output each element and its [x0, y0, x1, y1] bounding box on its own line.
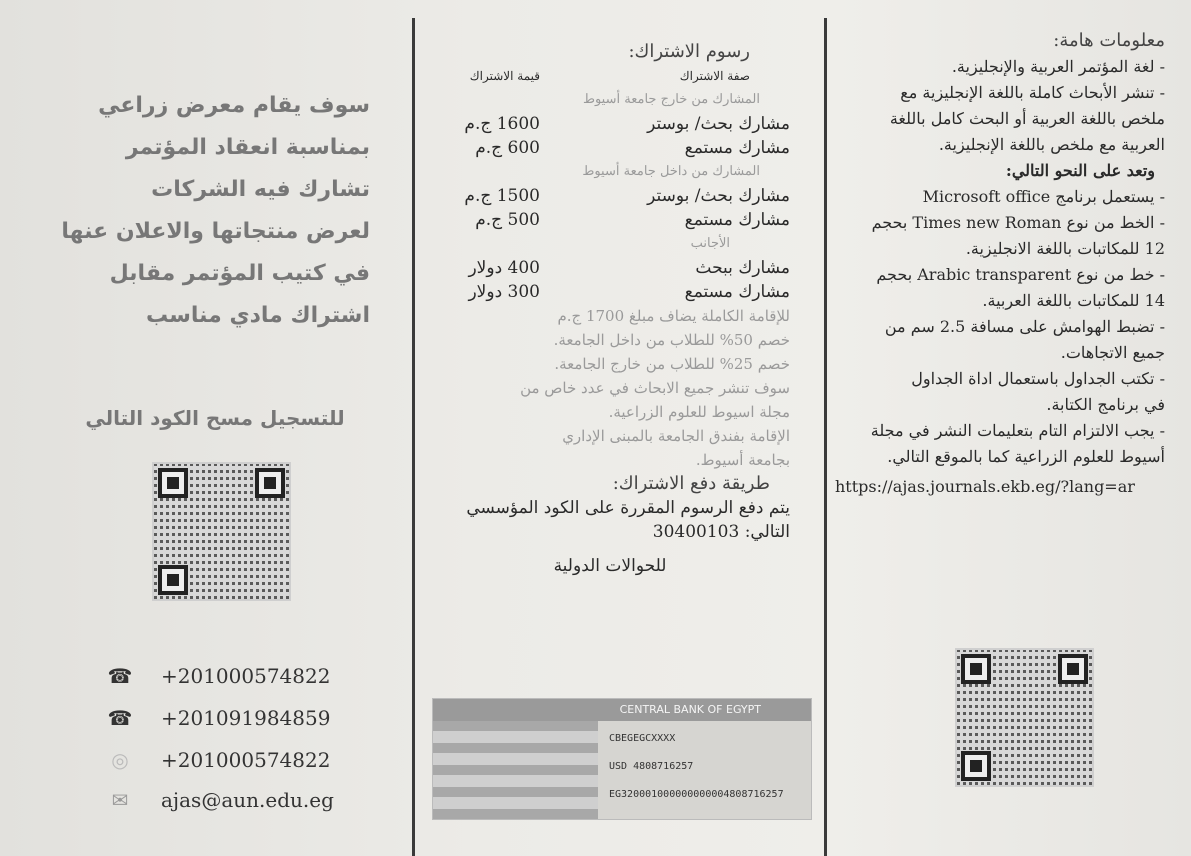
exhibition-line: لعرض منتجاتها والاعلان عنها — [61, 219, 370, 244]
fee-value: 600 ج.م — [475, 138, 540, 158]
fees-column — [430, 40, 790, 578]
contact-email — [105, 788, 334, 812]
bank-usd: USD 4808716257 — [609, 761, 694, 772]
fee-value: 400 دولار — [468, 258, 540, 278]
payment-text: يتم دفع الرسوم المقررة على الكود المؤسسي — [466, 498, 790, 518]
info-line: 12 للمكاتبات باللغة الانجليزية. — [965, 239, 1165, 258]
exhibition-column — [60, 85, 370, 337]
info-line: في برنامج الكتابة. — [1046, 395, 1165, 414]
contact-phone-2 — [105, 706, 330, 730]
exhibition-line: سوف يقام معرض زراعي — [98, 93, 370, 118]
info-line: - يجب الالتزام التام بتعليمات النشر في مجلة — [870, 421, 1165, 440]
info-line: - لغة المؤتمر العربية والإنجليزية. — [951, 57, 1165, 76]
payment-title: طريقة دفع الاشتراك: — [612, 473, 770, 494]
important-info-column — [835, 28, 1165, 500]
important-info-title: معلومات هامة: — [1053, 30, 1165, 51]
note-line: للإقامة الكاملة يضاف مبلغ 1700 ج.م — [557, 307, 790, 325]
contact-text: +201091984859 — [161, 706, 331, 730]
fees-title: رسوم الاشتراك: — [628, 41, 750, 62]
info-line: 14 للمكاتبات باللغة العربية. — [982, 291, 1165, 310]
note-line: خصم 25% للطلاب من خارج الجامعة. — [554, 355, 790, 373]
exhibition-line: في كتيب المؤتمر مقابل — [109, 261, 370, 286]
info-line: - الخط من نوع Times new Roman بحجم — [871, 213, 1165, 232]
phone-icon: ☎ — [107, 706, 133, 730]
contact-text: +201000574822 — [161, 748, 331, 772]
info-line: ملخص باللغة العربية أو البحث كامل باللغة — [889, 109, 1165, 128]
info-line: جميع الاتجاهات. — [1060, 343, 1165, 362]
bank-name: CENTRAL BANK OF EGYPT — [433, 699, 811, 721]
note-line: الإقامة بفندق الجامعة بالمبنى الإداري — [562, 427, 790, 445]
fee-type: مشارك بحث/ بوستر — [647, 186, 790, 206]
qr-code-register — [152, 462, 291, 601]
exhibition-line: تشارك فيه الشركات — [151, 177, 370, 202]
fee-type: مشارك مستمع — [684, 210, 790, 230]
register-label: للتسجيل مسح الكود التالي — [85, 406, 345, 430]
info-line: - تنشر الأبحاث كاملة باللغة الإنجليزية مع — [900, 83, 1165, 102]
qr-code-journal — [955, 648, 1094, 787]
contact-phone-1 — [105, 664, 330, 688]
info-line: - خط من نوع Arabic transparent بحجم — [876, 265, 1165, 284]
email-icon: ✉ — [111, 788, 129, 812]
exhibition-line: بمناسبة انعقاد المؤتمر — [125, 135, 370, 160]
info-line: - يستعمل برنامج Microsoft office — [922, 187, 1165, 206]
info-line: العربية مع ملخص باللغة الإنجليزية. — [938, 135, 1165, 154]
whatsapp-icon: ◎ — [111, 748, 129, 772]
header-type: صفة الاشتراك — [679, 69, 750, 83]
fee-type: مشارك ببحث — [695, 258, 790, 278]
fee-value: 1500 ج.م — [464, 186, 540, 206]
contact-whatsapp — [105, 748, 330, 772]
fold-line-right — [824, 18, 827, 856]
contact-text: ajas@aun.edu.eg — [161, 788, 334, 812]
header-value: قيمة الاشتراك — [469, 69, 540, 83]
info-line: أسيوط للعلوم الزراعية كما بالموقع التالي. — [887, 447, 1165, 466]
fee-value: 300 دولار — [468, 282, 540, 302]
info-line: - تكتب الجداول باستعمال اداة الجداول — [911, 369, 1165, 388]
payment-code: التالي: 30400103 — [652, 522, 790, 542]
exhibition-line: اشتراك مادي مناسب — [146, 303, 370, 328]
info-line: - تضبط الهوامش على مسافة 2.5 سم من — [884, 317, 1165, 336]
section-label: الأجانب — [690, 236, 730, 251]
contact-text: +201000574822 — [161, 664, 331, 688]
phone-icon: ☎ — [107, 664, 133, 688]
section-label: المشارك من داخل جامعة أسيوط — [582, 164, 760, 179]
fee-value: 500 ج.م — [475, 210, 540, 230]
note-line: خصم 50% للطلاب من داخل الجامعة. — [553, 331, 790, 349]
fee-type: مشارك مستمع — [684, 138, 790, 158]
intl-transfers-title: للحوالات الدولية — [553, 556, 667, 576]
note-line: مجلة اسيوط للعلوم الزراعية. — [608, 403, 790, 421]
bank-swift: CBEGEGCXXXX — [609, 733, 676, 744]
fee-type: مشارك بحث/ بوستر — [647, 114, 790, 134]
bank-iban: EG320001000000000004808716257 — [609, 789, 784, 800]
note-line: بجامعة أسيوط. — [695, 451, 790, 469]
fee-value: 1600 ج.م — [464, 114, 540, 134]
note-line: سوف تنشر جميع الابحاث في عدد خاص من — [520, 379, 790, 397]
section-label: المشارك من خارج جامعة أسيوط — [582, 92, 760, 107]
info-line: وتعد على النحو التالي: — [1005, 161, 1155, 180]
fold-line-left — [412, 18, 415, 856]
journal-url[interactable]: https://ajas.journals.ekb.eg/?lang=ar — [835, 477, 1135, 496]
fee-type: مشارك مستمع — [684, 282, 790, 302]
bank-details-image — [432, 698, 812, 820]
